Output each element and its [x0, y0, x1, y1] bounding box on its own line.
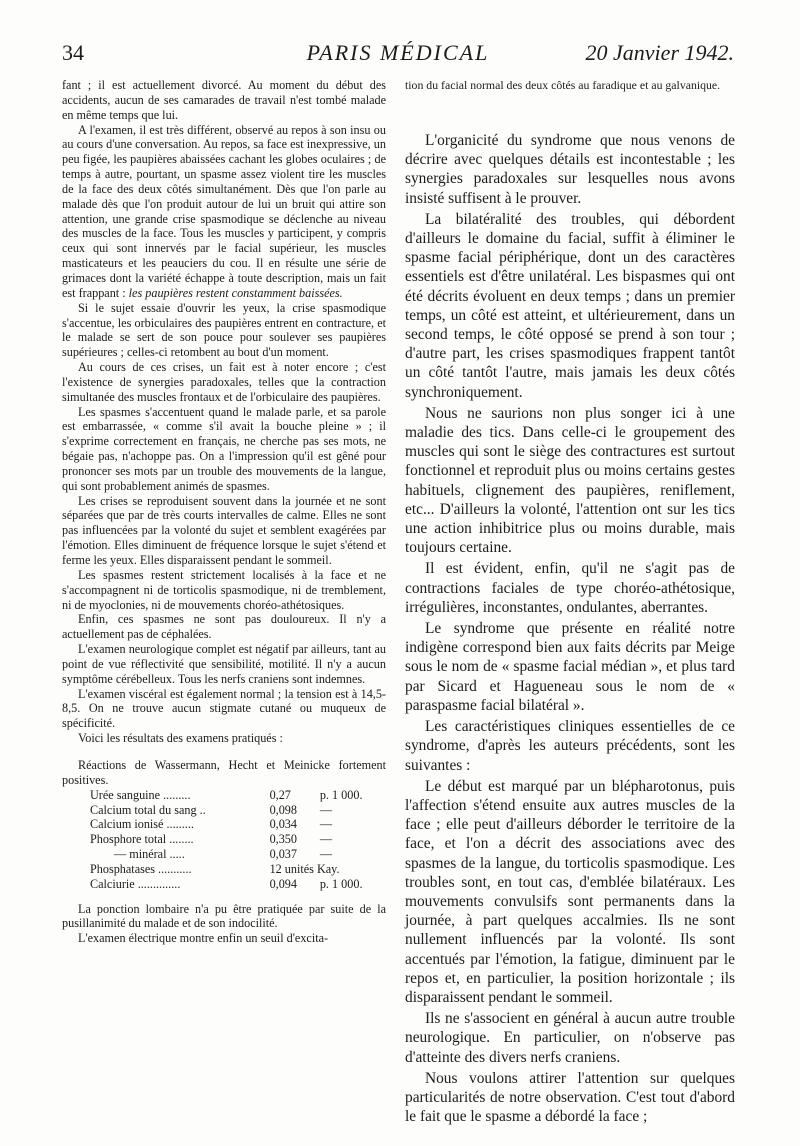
paragraph: Voici les résultats des examens pratiqués : — [78, 731, 283, 746]
table-row — [90, 832, 386, 847]
paragraph: L'organicité du syndrome que nous venons de décrire avec quelques détails est incontestable ; les synergies paradoxales sur lesquelles nous avons insisté suffisent à le prouver. — [405, 132, 735, 207]
journal-title: PARIS MÉDICAL — [306, 40, 490, 65]
lab-test-value: 0,350 — [269, 832, 297, 847]
paragraph: Réactions de Wassermann, Hecht et Meinicke fortement positives. — [62, 757, 386, 787]
paragraph-text: A l'examen, il est très différent, observé au repos à son insu ou au cours d'une conversation. Au repos, sa face est inexpressive, un peu figée, les paupières abaissées cachant les globes oculaires ; de temps à autre, pourtant, un spasme assez violent tire les muscles de la face des deux côtés simultanément. Dès que l'on parle au malade dès que l'on produit autour de lui un bruit qui attire son attention, une grande crise spasmodique se déclenche au niveau des muscles de la face. Tous les muscles y participent, y compris ceux qui sont innervés par le facial supérieur, les muscles masticateurs et les peauciers du cou. Il en résulte une série de grimaces dont la variété échappe à toute description, mais un fait est frappant : — [62, 122, 386, 300]
paragraph: Enfin, ces spasmes ne sont pas douloureux. Il n'y a actuellement pas de céphalées. — [62, 612, 386, 642]
paragraph: fant ; il est actuellement divorcé. Au moment du début des accidents, aucun de ses camarades de travail n'est tombé malade en même temps que lui. — [62, 78, 386, 122]
paragraph: Les spasmes restent strictement localisés à la face et ne s'accompagnent ni de torticolis spasmodique, ni de tremblement, ni de myoclonies, ni de mouvements choréo-athétosiques. — [62, 567, 386, 612]
lab-test-unit: p. 1 000. — [319, 787, 363, 802]
lab-test-name: Urée sanguine ......... — [90, 787, 191, 802]
lab-test-name: Calcium ionisé ......... — [90, 817, 194, 832]
lab-test-unit: p. 1 000. — [319, 876, 363, 891]
paragraph: Si le sujet essaie d'ouvrir les yeux, la crise spasmodique s'accentue, les orbiculaires des paupières entrent en contracture, et le malade se sert de son pouce pour soulever ses paupières supérieures ; celles-ci retombent au bout d'un moment. — [62, 300, 386, 360]
lab-test-value: 0,27 — [269, 787, 291, 802]
paragraph: Le début est marqué par un blépharotonus, puis l'affection s'étend ensuite aux autres muscles de la face ; elle peut d'ailleurs déborder le territoire de la face, et l'on a décrit des associations avec des spasmes de la langue, du torticolis spasmodique. Les troubles sont, en tout cas, d'emblée bilatéraux. Les mouvements convulsifs sont permanents dans la journée, à part quelques accalmies. Ils ne sont nullement influencés par la volonté. Ils sont accentués par l'émotion, la fatigue, diminuent par le repos et, en particulier, la position horizontale ; ils disparaissent pendant le sommeil. — [405, 777, 735, 1006]
paragraph: L'examen viscéral est également normal ; la tension est à 14,5-8,5. On ne trouve aucun stigmate cutané ou muqueux de spécificité. — [62, 686, 386, 731]
page-number: 34 — [62, 40, 84, 65]
paragraph: Ils ne s'associent en général à aucun autre trouble neurologique. En particulier, on n'observe pas d'atteinte des divers nerfs craniens. — [405, 1010, 735, 1066]
paragraph: tion du facial normal des deux côtés au faradique et au galvanique. — [405, 78, 721, 92]
lab-results-table — [90, 788, 386, 892]
lab-test-name: Calcium total du sang .. — [90, 802, 206, 817]
table-row — [90, 877, 386, 892]
lab-test-unit: — — [319, 832, 333, 847]
paragraph — [62, 123, 386, 301]
paragraph: Le syndrome que présente en réalité notre indigène correspond bien aux faits décrits par Meige sous le nom de « spasme facial médian », et plus tard par Sicard et Hagueneau sous le nom de « paraspasme facial bilatéral ». — [405, 620, 735, 714]
lab-test-unit: — — [319, 817, 333, 832]
paragraph: Au cours de ces crises, un fait est à noter encore ; c'est l'existence de synergies paradoxales, telles que la contraction simultanée des muscles frontaux et de l'orbiculaire des paupières. — [62, 360, 386, 404]
lab-test-name: Phosphatases ........... — [90, 861, 192, 876]
lab-test-value: 12 unités Kay. — [269, 861, 340, 876]
lab-test-unit: — — [319, 847, 333, 862]
issue-date: 20 Janvier 1942. — [585, 40, 734, 65]
paragraph: La bilatéralité des troubles, qui débordent d'ailleurs le domaine du facial, suffit à éliminer le spasme facial périphérique, dont un des caractères essentiels est d'être unilatéral. Les bispasmes qui ont été décrits évoluent en deux temps ; dans un premier temps, un côté est atteint, et ultérieurement, dans un second temps, le côté opposé se prend à son tour ; d'autre part, les crises spasmodiques frappent tantôt un côté tantôt l'autre, mais jamais les deux côtés synchroniquement. — [405, 210, 735, 401]
table-row — [90, 862, 386, 877]
table-row — [90, 847, 386, 862]
paragraph: Les crises se reproduisent souvent dans la journée et ne sont séparées que par de très courts intervalles de calme. Elles ne sont pas influencées par la volonté du sujet et semblent exagérées par l'émotion. Elles diminuent de fréquence lorsque le sujet s'étend et ferme les yeux. Elles disparaissent pendant le sommeil. — [62, 493, 386, 567]
paragraph: Les spasmes s'accentuent quand le malade parle, et sa parole est embarrassée, « comme s'il avait la bouche pleine » ; il s'exprime correctement en français, ne cherche pas ses mots, ne bégaie pas, n'achoppe pas. On a l'impression qu'il est gêné pour prononcer ses mots par un trouble des mouvements de la langue, qui sont probablement animés de spasmes. — [62, 404, 386, 493]
paragraph: Nous ne saurions non plus songer ici à une maladie des tics. Dans celle-ci le groupement des muscles qui sont le siège des contractures est surtout fonctionnel et reproduit plus ou moins certains gestes habituels, clignement des paupières, reniflement, etc... D'ailleurs la volonté, l'attention ont sur les tics une action inhibitrice plus ou moins durable, mais toujours certaine. — [405, 404, 735, 557]
paragraph: La ponction lombaire n'a pu être pratiquée par suite de la pusillanimité du malade et de son indocilité. — [62, 901, 386, 931]
paragraph: Il est évident, enfin, qu'il ne s'agit pas de contractions faciales de type choréo-athétosique, irrégulières, inconstantes, ondulantes, aberrantes. — [405, 560, 735, 616]
lab-test-name: Calciurie .............. — [90, 876, 181, 891]
paragraph: Nous voulons attirer l'attention sur quelques particularités de notre observation. C'est tout d'abord le fait que le spasme a débordé la face ; — [405, 1069, 735, 1126]
lab-test-value: 0,034 — [269, 817, 297, 832]
right-column — [405, 78, 735, 1126]
left-column — [62, 78, 386, 946]
emphasis-text: les paupières restent constamment baissées. — [128, 285, 343, 300]
lab-test-name: — minéral ..... — [114, 847, 185, 862]
paragraph: Les caractéristiques cliniques essentielles de ce syndrome, d'après les auteurs précédents, sont les suivantes : — [405, 718, 735, 774]
lab-test-name: Phosphore total ........ — [90, 832, 194, 847]
paragraph: L'examen neurologique complet est négatif par ailleurs, tant au point de vue réflectivité que sensibilité, motilité. Il n'y a aucun symptôme cérébelleux. Tous les nerfs craniens sont indemnes. — [62, 642, 386, 686]
lab-test-value: 0,094 — [269, 876, 297, 891]
lab-test-unit: — — [319, 802, 333, 817]
table-row — [90, 803, 386, 818]
running-header — [62, 40, 734, 74]
lab-test-value: 0,037 — [269, 847, 297, 862]
table-row — [90, 817, 386, 832]
lab-test-value: 0,098 — [269, 802, 297, 817]
table-row — [90, 788, 386, 803]
paragraph: L'examen électrique montre enfin un seuil d'excita- — [78, 931, 329, 946]
